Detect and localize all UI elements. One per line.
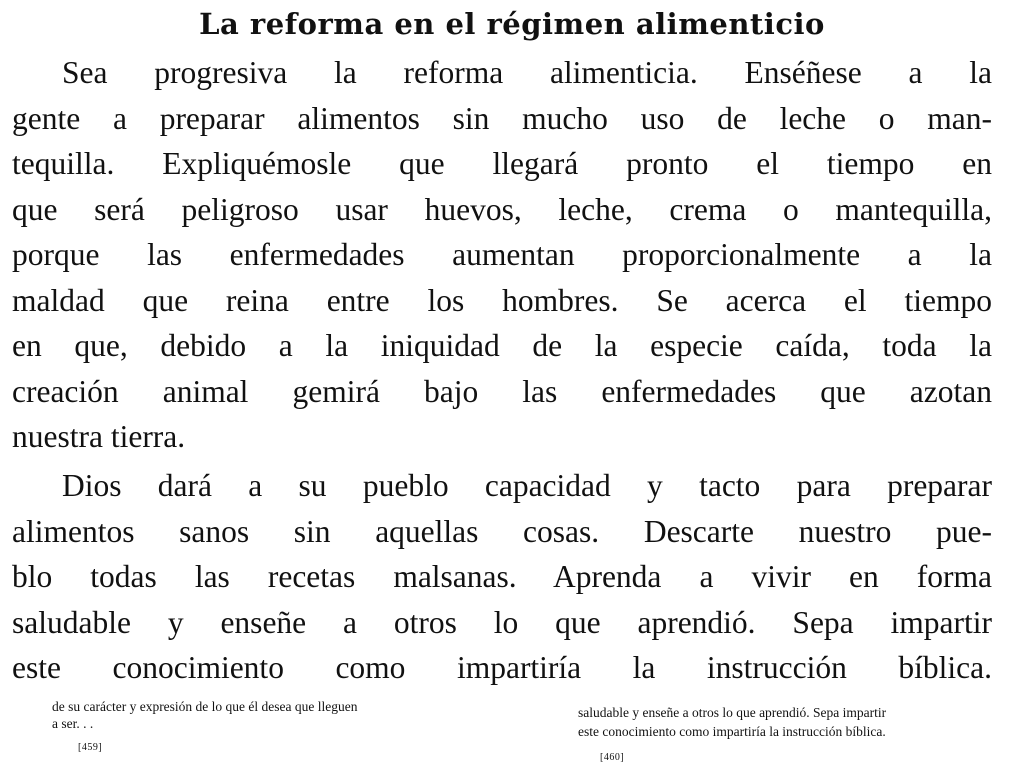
paragraph-line: que será peligroso usar huevos, leche, crema o mantequilla, [12,191,992,227]
paragraph-line: creación animal gemirá bajo las enfermedades que azotan [12,373,992,409]
paragraph-line: maldad que reina entre los hombres. Se acerca el tiempo [12,282,992,318]
paragraph-line: porque las enfermedades aumentan proporcionalmente a la [12,237,992,272]
paragraph-line: blo todas las recetas malsanas. Aprenda a vivir en forma [12,559,992,594]
paragraph-line: este conocimiento como impartiría la instrucción bíblica. [12,650,992,685]
footer-right-text [578,703,988,741]
footer-line: este conocimiento como impartiría la instrucción bíblica. [578,724,886,739]
page-number-right: [460] [600,752,625,763]
paragraph-line: saludable y enseñe a otros lo que aprendió. Sepa impartir [12,604,992,640]
paragraph-line: Dios dará a su pueblo capacidad y tacto para preparar [62,468,992,503]
footer-line: a ser. . . [52,716,94,731]
page-number-left: [459] [78,742,103,753]
paragraph-line: alimentos sanos sin aquellas cosas. Descarte nuestro pue- [12,513,992,549]
paragraph-line: Sea progresiva la reforma alimenticia. Enséñese a la [62,55,992,90]
paragraph-2 [12,463,992,691]
page-title: La reforma en el régimen alimenticio [199,7,825,41]
paragraph-line: tequilla. Expliquémosle que llegará pronto el tiempo en [12,146,992,181]
paragraph-1 [12,50,992,460]
paragraph-line: nuestra tierra. [12,419,186,454]
footer-line: de su carácter y expresión de lo que él desea que lleguen [52,699,358,714]
paragraph-line: gente a preparar alimentos sin mucho uso de leche o man- [12,100,992,136]
footer-left-text [52,698,472,732]
paragraph-line: en que, debido a la iniquidad de la especie caída, toda la [12,328,992,363]
footer-line: saludable y enseñe a otros lo que aprendió. Sepa impartir [578,705,887,720]
